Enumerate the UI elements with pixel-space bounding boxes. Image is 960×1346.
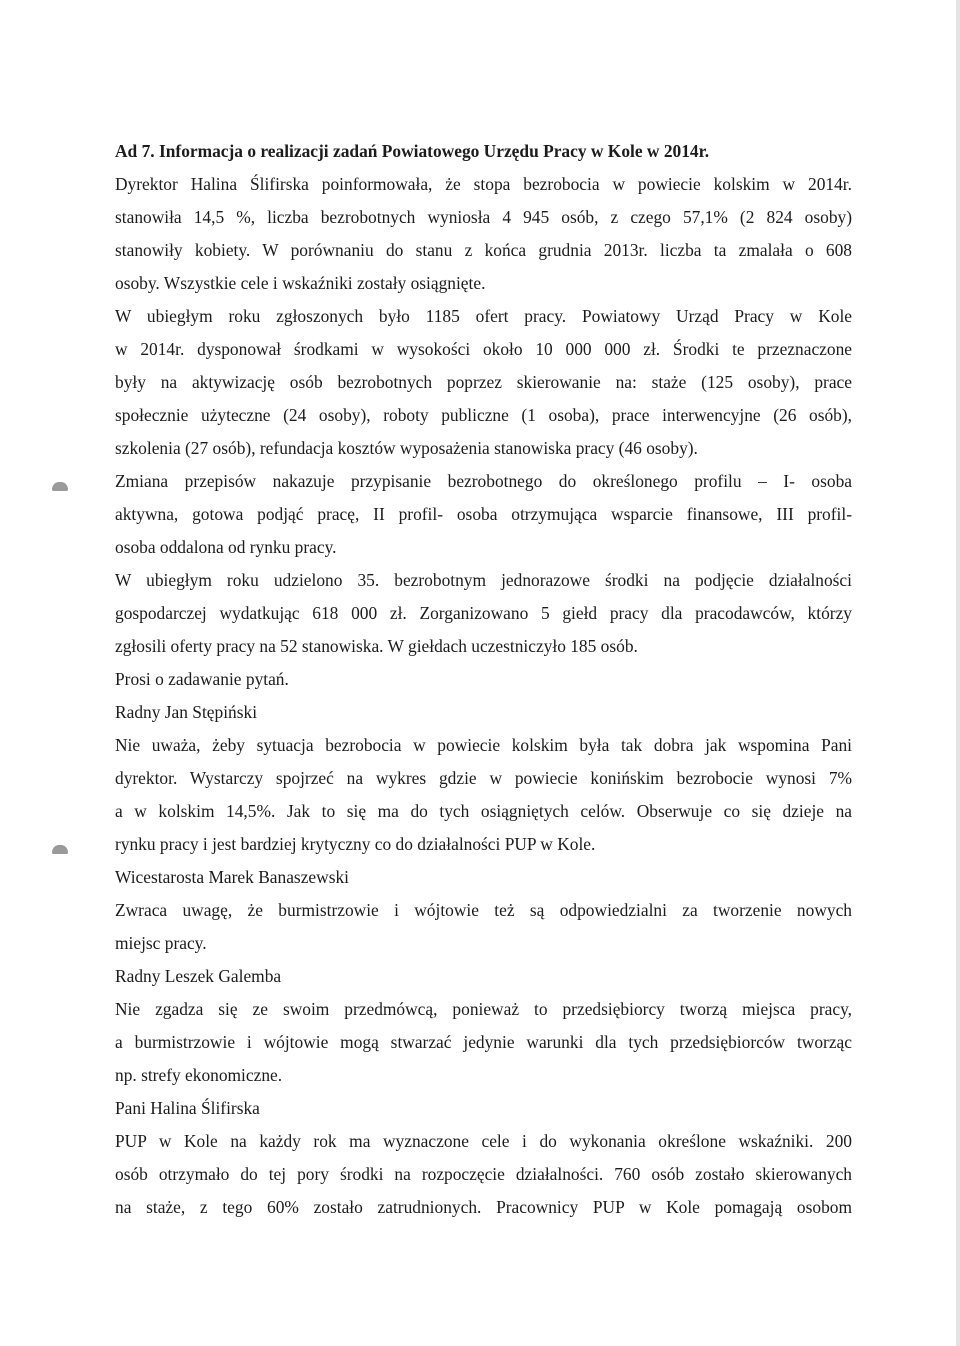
speaker-name: Pani Halina Ślifirska: [115, 1098, 260, 1118]
punch-hole-mark: [52, 845, 68, 854]
speaker-name: Wicestarosta Marek Banaszewski: [115, 867, 349, 887]
page-edge: [956, 0, 960, 1346]
text-line: miejsc pracy.: [115, 933, 207, 953]
text-line: Zwraca uwagę, że burmistrzowie i wójtowie też są odpowiedzialni za tworzenie nowych: [115, 900, 852, 920]
text-line: Prosi o zadawanie pytań.: [115, 669, 289, 689]
section-heading: Ad 7. Informacja o realizacji zadań Powiatowego Urzędu Pracy w Kole w 2014r.: [115, 141, 710, 161]
text-line: a burmistrzowie i wójtowie mogą stwarzać jedynie warunki dla tych przedsiębiorców tworząc: [115, 1032, 852, 1052]
text-line: a w kolskim 14,5%. Jak to się ma do tych osiągniętych celów. Obserwuje co się dzieje na: [115, 801, 852, 821]
text-line: zgłosili oferty pracy na 52 stanowiska. W giełdach uczestniczyło 185 osób.: [115, 636, 638, 656]
text-line: na staże, z tego 60% zostało zatrudnionych. Pracownicy PUP w Kole pomagają osobom: [115, 1197, 852, 1217]
text-line: np. strefy ekonomiczne.: [115, 1065, 283, 1085]
text-line: rynku pracy i jest bardziej krytyczny co do działalności PUP w Kole.: [115, 834, 596, 854]
text-line: szkolenia (27 osób), refundacja kosztów wyposażenia stanowiska pracy (46 osoby).: [115, 438, 698, 458]
text-line: Nie uważa, żeby sytuacja bezrobocia w powiecie kolskim była tak dobra jak wspomina Pani: [115, 735, 852, 755]
text-line: osoba oddalona od rynku pracy.: [115, 537, 337, 557]
text-line: stanowiła 14,5 %, liczba bezrobotnych wyniosła 4 945 osób, z czego 57,1% (2 824 osoby): [115, 207, 852, 227]
text-line: w 2014r. dysponował środkami w wysokości około 10 000 000 zł. Środki te przeznaczone: [115, 339, 852, 359]
text-line: Nie zgadza się ze swoim przedmówcą, ponieważ to przedsiębiorcy tworzą miejsca pracy,: [115, 999, 852, 1019]
text-line: osoby. Wszystkie cele i wskaźniki zostały osiągnięte.: [115, 273, 486, 293]
text-line: osób otrzymało do tej pory środki na rozpoczęcie działalności. 760 osób zostało skierowanych: [115, 1164, 852, 1184]
speaker-name: Radny Leszek Galemba: [115, 966, 282, 986]
text-line: były na aktywizację osób bezrobotnych poprzez skierowanie na: staże (125 osoby), prace: [115, 372, 852, 392]
text-line: W ubiegłym roku udzielono 35. bezrobotnym jednorazowe środki na podjęcie działalności: [115, 570, 852, 590]
text-line: W ubiegłym roku zgłoszonych było 1185 ofert pracy. Powiatowy Urząd Pracy w Kole: [115, 306, 852, 326]
text-line: aktywna, gotowa podjąć pracę, II profil- osoba otrzymująca wsparcie finansowe, III profil-: [115, 504, 852, 524]
text-line: PUP w Kole na każdy rok ma wyznaczone cele i do wykonania określone wskaźniki. 200: [115, 1131, 852, 1151]
document-body: [115, 135, 852, 1224]
text-line: Zmiana przepisów nakazuje przypisanie bezrobotnego do określonego profilu – I- osoba: [115, 471, 852, 491]
text-line: gospodarczej wydatkując 618 000 zł. Zorganizowano 5 giełd pracy dla pracodawców, którzy: [115, 603, 852, 623]
punch-hole-mark: [52, 482, 68, 491]
text-line: dyrektor. Wystarczy spojrzeć na wykres gdzie w powiecie konińskim bezrobocie wynosi 7%: [115, 768, 852, 788]
speaker-name: Radny Jan Stępiński: [115, 702, 258, 722]
text-line: stanowiły kobiety. W porównaniu do stanu z końca grudnia 2013r. liczba ta zmalała o 608: [115, 240, 852, 260]
text-line: społecznie użyteczne (24 osoby), roboty publiczne (1 osoba), prace interwencyjne (26 osób),: [115, 405, 852, 425]
text-line: Dyrektor Halina Ślifirska poinformowała, że stopa bezrobocia w powiecie kolskim w 2014r.: [115, 174, 852, 194]
